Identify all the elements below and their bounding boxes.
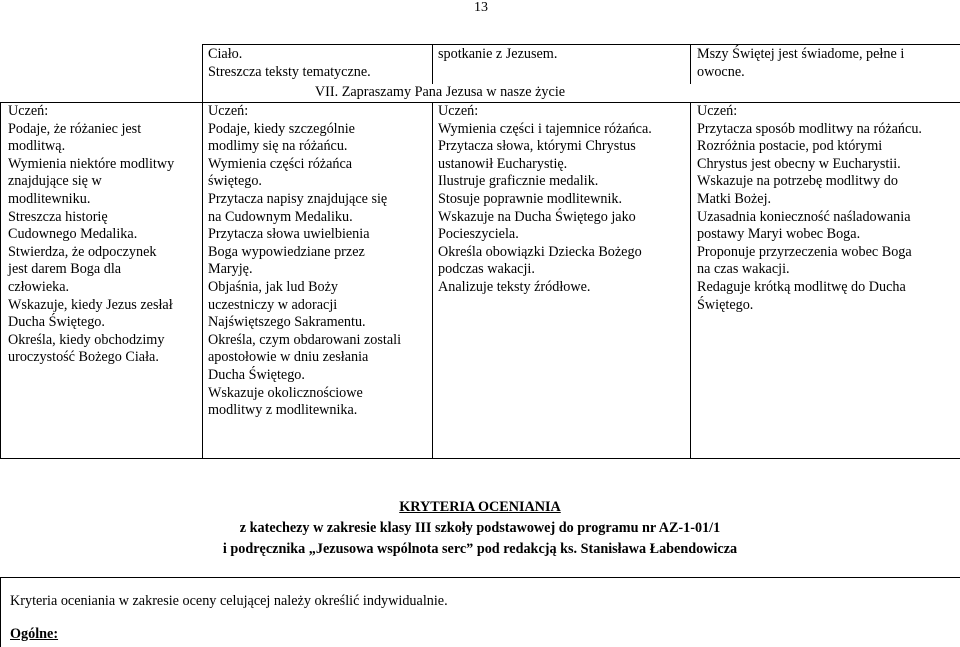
text-line: Objaśnia, jak lud Boży — [208, 278, 339, 295]
column-dobra — [438, 103, 652, 297]
text-line: Boga wypowiedziane przez — [208, 243, 365, 260]
text-line: Streszcza teksty tematyczne. — [208, 63, 371, 80]
text-line: modlimy się na różańcu. — [208, 138, 348, 155]
text-line: człowieka. — [8, 278, 70, 295]
section-title: VII. Zapraszamy Pana Jezusa w nasze życie — [314, 84, 566, 100]
table-col-divider-1 — [202, 44, 203, 459]
text-line: Redaguje krótką modlitwę do Ducha — [697, 278, 906, 295]
note-text: Kryteria oceniania w zakresie oceny celującej należy określić indywidualnie. — [10, 593, 448, 609]
text-line: Ciało. — [208, 46, 243, 62]
text-line: Ilustruje graficznie medalik. — [438, 173, 599, 190]
text-line: Rozróżnia postacie, pod którymi — [697, 138, 883, 155]
text-line: Określa obowiązki Dziecka Bożego — [438, 243, 642, 260]
text-line: Uczeń: — [208, 103, 249, 119]
text-line: Przytacza słowa uwielbienia — [208, 226, 370, 243]
text-line: Świętego. — [697, 296, 754, 313]
text-line: Wymienia części i tajemnice różańca. — [438, 120, 652, 137]
text-line: Wymienia niektóre modlitwy — [8, 155, 175, 172]
text-line: na Cudownym Medaliku. — [208, 208, 353, 225]
text-line: Przytacza słowa, którymi Chrystus — [438, 138, 636, 155]
text-line: jest darem Boga dla — [8, 261, 122, 278]
table-left-border — [0, 102, 1, 459]
text-line: Określa, kiedy obchodzimy — [8, 331, 165, 348]
text-line: Wymienia części różańca — [208, 155, 353, 172]
text-line: świętego. — [208, 173, 262, 190]
page-number: 13 — [474, 0, 488, 15]
text-line: Uzasadnia konieczność naśladowania — [697, 208, 911, 225]
text-line: Uczeń: — [438, 103, 479, 119]
column-bardzo-dobra — [697, 103, 922, 314]
text-line: Pocieszyciela. — [438, 226, 519, 243]
text-line: Matki Bożej. — [697, 190, 772, 207]
text-line: Przytacza napisy znajdujące się — [208, 190, 388, 207]
text-line: modlitwą. — [8, 138, 66, 155]
text-line: Wskazuje na Ducha Świętego jako — [438, 208, 636, 225]
text-line: Chrystus jest obecny w Eucharystii. — [697, 155, 901, 172]
text-line: uczestniczy w adoracji — [208, 296, 338, 313]
column-dostateczna — [208, 103, 401, 420]
table-col-divider-3 — [690, 44, 691, 84]
table-bottom-border — [0, 458, 960, 459]
text-line: Stosuje poprawnie modlitewnik. — [438, 190, 623, 207]
text-line: znajdujące się w — [8, 173, 102, 190]
text-line: Podaje, że różaniec jest — [8, 120, 142, 137]
text-line: Wskazuje na potrzebę modlitwy do — [697, 173, 898, 190]
note-box — [0, 577, 960, 647]
text-line: Ducha Świętego. — [8, 314, 105, 331]
text-line: Przytacza sposób modlitwy na różańcu. — [697, 120, 922, 137]
ogolne-heading: Ogólne: — [10, 626, 59, 642]
text-line: Proponuje przyrzeczenia wobec Boga — [697, 243, 912, 260]
text-line: Ducha Świętego. — [208, 366, 305, 383]
top-row-col4 — [697, 46, 904, 81]
text-line: Stwierdza, że odpoczynek — [8, 243, 157, 260]
note-box-left-border — [0, 578, 1, 647]
criteria-line-textbook: i podręcznika „Jezusowa wspólnota serc” pod redakcją ks. Stanisława Łabendowicza — [222, 541, 738, 557]
top-row-col2 — [208, 46, 371, 81]
text-line: Cudownego Medalika. — [8, 226, 138, 243]
text-line: postawy Maryi wobec Boga. — [697, 226, 861, 243]
text-line: spotkanie z Jezusem. — [438, 46, 558, 62]
text-line: ustanowił Eucharystię. — [438, 155, 568, 172]
text-line: Uczeń: — [697, 103, 738, 119]
text-line: Wskazuje okolicznościowe — [208, 384, 363, 401]
criteria-heading — [0, 497, 960, 560]
text-line: Określa, czym obdarowani zostali — [208, 331, 402, 348]
text-line: podczas wakacji. — [438, 261, 535, 278]
text-line: Uczeń: — [8, 103, 49, 119]
text-line: Analizuje teksty źródłowe. — [438, 278, 591, 295]
text-line: modlitewniku. — [8, 190, 91, 207]
text-line: Maryję. — [208, 261, 253, 278]
text-line: modlitwy z modlitewnika. — [208, 402, 358, 419]
criteria-title: KRYTERIA OCENIANIA — [399, 499, 561, 515]
text-line: Najświętszego Sakramentu. — [208, 314, 366, 331]
text-line: Mszy Świętej jest świadome, pełne i — [697, 46, 905, 62]
table-col-divider-3b — [690, 102, 691, 459]
text-line: Streszcza historię — [8, 208, 108, 225]
text-line: Podaje, kiedy szczególnie — [208, 120, 355, 137]
text-line: uroczystość Bożego Ciała. — [8, 349, 159, 366]
text-line: owocne. — [697, 63, 745, 80]
top-row-col3 — [438, 46, 557, 64]
criteria-line-program: z katechezy w zakresie klasy III szkoły podstawowej do programu nr AZ-1-01/1 — [239, 520, 721, 536]
text-line: na czas wakacji. — [697, 261, 790, 278]
column-dopuszczajaca — [8, 103, 174, 367]
table-top-border — [202, 44, 960, 45]
table-col-divider-2 — [432, 44, 433, 84]
text-line: apostołowie w dniu zesłania — [208, 349, 369, 366]
text-line: Wskazuje, kiedy Jezus zesłał — [8, 296, 173, 313]
table-col-divider-2b — [432, 102, 433, 459]
